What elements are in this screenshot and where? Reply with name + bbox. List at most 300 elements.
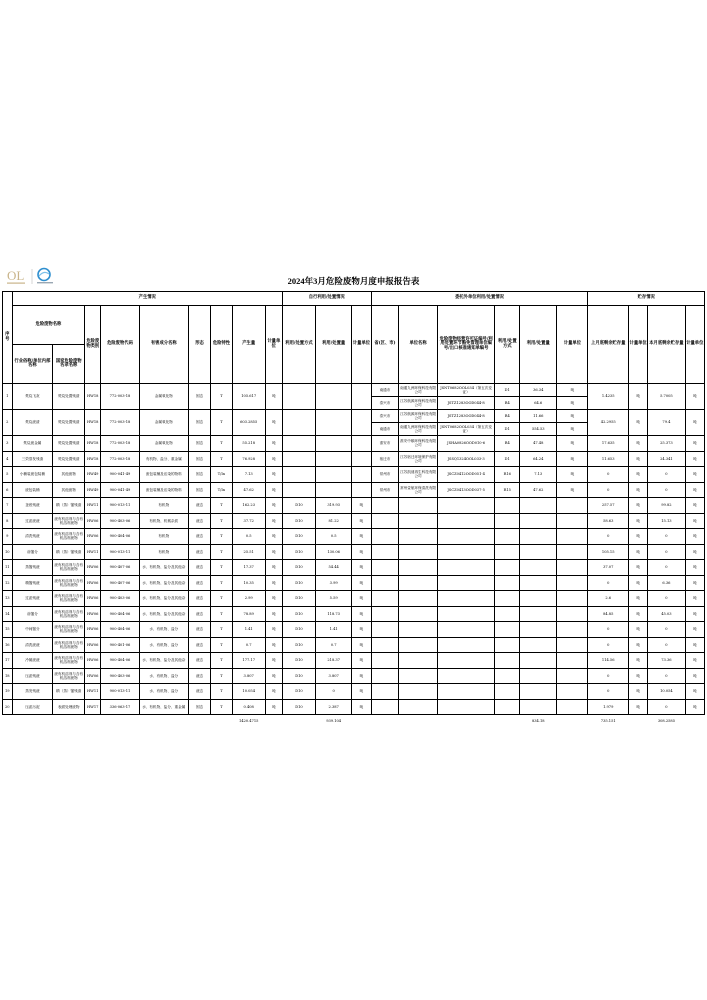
cell-entrust-empty: [399, 668, 437, 684]
cell-component: 有机物: [139, 498, 188, 514]
cell-unit: 吨: [265, 544, 282, 560]
total-empty-cell: [85, 715, 101, 728]
cell-self-method: [282, 384, 315, 410]
cell-region: 淮安市: [371, 436, 399, 452]
cell-industry-name: 清洗废液: [12, 637, 53, 653]
cell-last-unit: 吨: [629, 513, 648, 529]
cell-entrust-empty: [520, 622, 557, 638]
header-unit: 计量单位: [265, 306, 282, 384]
cell-self-amount: 0: [316, 684, 352, 700]
header-industry-name: 行业俗称/单位内部名称: [12, 345, 53, 384]
cell-self-unit: 吨: [352, 591, 371, 607]
cell-entrust-amount: 11.66: [520, 410, 557, 423]
header-self-method: 利用/处置方式: [282, 306, 315, 384]
cell-entrust-amount: 7.13: [520, 467, 557, 483]
cell-entrust-unit: 吨: [557, 467, 588, 483]
report-table: [2, 291, 705, 727]
table-row: [3, 467, 705, 483]
cell-entrust-empty: [557, 606, 588, 622]
cell-entrust-empty: [437, 699, 495, 715]
cell-amount: 177.17: [232, 653, 265, 669]
cell-entrust-empty: [437, 637, 495, 653]
cell-entrust-empty: [520, 653, 557, 669]
cell-entrust-empty: [399, 560, 437, 576]
cell-license: JSNT0682OOL034（第五次变证）: [437, 384, 495, 397]
cell-this-stock: 10.054: [648, 684, 685, 700]
header-self: 自行利用/处置情况: [282, 292, 371, 306]
cell-national-name: 废有机溶剂与含有机溶剂废物: [53, 591, 85, 607]
cell-entrust-empty: [437, 498, 495, 514]
cell-self-unit: [352, 482, 371, 498]
cell-entrust-empty: [495, 622, 520, 638]
cell-unit: 吨: [265, 467, 282, 483]
cell-entrust-empty: [520, 637, 557, 653]
cell-code: 900-404-06: [101, 529, 139, 545]
cell-industry-name: 蒸发残液: [12, 684, 53, 700]
cell-industry-name: 冷凝废液: [12, 653, 53, 669]
cell-entrust-unit: 吨: [557, 410, 588, 423]
cell-category: HW06: [85, 560, 101, 576]
cell-last-stock: 0: [588, 467, 629, 483]
header-national-name: 国家危险废物名录名称: [53, 345, 85, 384]
cell-entrust-method: D1: [495, 423, 520, 436]
cell-industry-name: 蒸馏残液: [12, 560, 53, 576]
cell-entrust-method: D1: [495, 451, 520, 467]
header-row-2: [3, 306, 705, 345]
cell-region: 常州市: [371, 467, 399, 483]
cell-national-name: 焚烧处置残渣: [53, 451, 85, 467]
cell-this-stock: 73.36: [648, 653, 685, 669]
cell-entrust-empty: [371, 622, 399, 638]
header-entrust: 委托外单位利用/处置情况: [371, 292, 588, 306]
table-row: [3, 410, 705, 423]
cell-entrust-empty: [495, 653, 520, 669]
cell-code: 900-403-06: [101, 668, 139, 684]
cell-entrust-empty: [371, 606, 399, 622]
cell-industry-name: 焚烧废金属: [12, 436, 53, 452]
cell-component: 水、有机物、盐分: [139, 668, 188, 684]
cell-unit: 吨: [265, 699, 282, 715]
cell-entrust-method: R16: [495, 467, 520, 483]
cell-property: T: [211, 384, 232, 410]
cell-this-unit: 吨: [685, 482, 704, 498]
cell-unit: 吨: [265, 482, 282, 498]
cell-property: T: [211, 513, 232, 529]
cell-entrust-empty: [520, 560, 557, 576]
cell-seq: 12: [3, 575, 13, 591]
table-row: [3, 684, 705, 700]
cell-self-amount: [316, 467, 352, 483]
cell-company: 江苏航源环保科技有限公司: [399, 397, 437, 410]
cell-national-name: 废有机溶剂与含有机溶剂废物: [53, 529, 85, 545]
total-empty-cell: [352, 715, 371, 728]
total-empty-cell: [437, 715, 495, 728]
cell-entrust-empty: [495, 498, 520, 514]
table-row: [3, 498, 705, 514]
table-row: [3, 606, 705, 622]
cell-entrust-unit: 吨: [557, 436, 588, 452]
cell-component: 水、有机物、盐分及其他杂: [139, 653, 188, 669]
cell-entrust-empty: [495, 575, 520, 591]
total-empty-cell: [3, 715, 13, 728]
cell-entrust-empty: [520, 529, 557, 545]
cell-unit: 吨: [265, 529, 282, 545]
cell-entrust-empty: [520, 591, 557, 607]
cell-self-method: [282, 467, 315, 483]
header-row-1: [3, 292, 705, 306]
cell-entrust-empty: [371, 513, 399, 529]
cell-entrust-empty: [399, 684, 437, 700]
cell-entrust-empty: [437, 575, 495, 591]
cell-this-unit: 吨: [685, 498, 704, 514]
cell-seq: 20: [3, 699, 13, 715]
cell-company: 江苏宿迁环境保护有限公司: [399, 451, 437, 467]
cell-entrust-empty: [557, 560, 588, 576]
cell-national-name: 废有机溶剂与含有机溶剂废物: [53, 606, 85, 622]
cell-self-unit: 吨: [352, 498, 371, 514]
cell-entrust-unit: 吨: [557, 451, 588, 467]
cell-category: HW18: [85, 410, 101, 436]
cell-self-unit: 吨: [352, 699, 371, 715]
cell-property: T: [211, 544, 232, 560]
cell-last-stock: 2.6: [588, 591, 629, 607]
cell-self-method: [282, 451, 315, 467]
cell-industry-name: 前馏分: [12, 544, 53, 560]
cell-seq: 6: [3, 482, 13, 498]
cell-form: 液态: [188, 637, 210, 653]
cell-license: JSHA0826OOD010-6: [437, 436, 495, 452]
cell-unit: 吨: [265, 668, 282, 684]
cell-entrust-empty: [371, 653, 399, 669]
total-entrust-amount: 834.18: [531, 718, 545, 723]
cell-self-unit: [352, 384, 371, 410]
header-produce: 产生情况: [12, 292, 282, 306]
cell-form: 固态: [188, 467, 210, 483]
cell-last-stock: 42.2955: [588, 410, 629, 436]
cell-entrust-empty: [437, 684, 495, 700]
cell-entrust-empty: [495, 560, 520, 576]
cell-entrust-empty: [557, 575, 588, 591]
cell-this-unit: 吨: [685, 606, 704, 622]
cell-license: JSTZ1283OOD044-8: [437, 410, 495, 423]
cell-self-method: D10: [282, 653, 315, 669]
cell-self-method: D10: [282, 591, 315, 607]
header-entrust-method: 利用/处置方式: [495, 306, 520, 384]
cell-entrust-empty: [437, 544, 495, 560]
cell-code: 772-003-18: [101, 436, 139, 452]
cell-self-amount: [316, 482, 352, 498]
cell-entrust-unit: 吨: [557, 423, 588, 436]
cell-unit: 吨: [265, 606, 282, 622]
total-empty-cell: [282, 715, 315, 728]
cell-category: HW11: [85, 684, 101, 700]
cell-category: HW17: [85, 699, 101, 715]
cell-national-name: 焚烧处置残渣: [53, 384, 85, 410]
cell-unit: 吨: [265, 384, 282, 410]
cell-self-amount: 54.44: [316, 560, 352, 576]
cell-category: HW06: [85, 513, 101, 529]
cell-entrust-empty: [495, 606, 520, 622]
cell-last-stock: 1.4235: [588, 384, 629, 410]
cell-seq: 14: [3, 606, 13, 622]
cell-entrust-method: D1: [495, 384, 520, 397]
cell-unit: 吨: [265, 591, 282, 607]
cell-self-unit: 吨: [352, 684, 371, 700]
total-empty-cell: [211, 715, 232, 728]
cell-this-unit: 吨: [685, 384, 704, 410]
cell-component: 废包装桶及沾染的物料: [139, 482, 188, 498]
cell-property: T: [211, 410, 232, 436]
cell-this-stock: 0: [648, 637, 685, 653]
cell-this-stock: 0: [648, 544, 685, 560]
cell-self-unit: 吨: [352, 668, 371, 684]
cell-last-stock: 0: [588, 622, 629, 638]
cell-code: 900-404-06: [101, 653, 139, 669]
total-empty-cell: [139, 715, 188, 728]
cell-company: 常州壹航环保清洗有限公司: [399, 482, 437, 498]
cell-amount: 105.617: [232, 384, 265, 410]
cell-last-unit: 吨: [629, 451, 648, 467]
cell-entrust-empty: [520, 684, 557, 700]
cell-self-amount: 0.7: [316, 637, 352, 653]
cell-entrust-empty: [371, 544, 399, 560]
cell-property: T/In: [211, 467, 232, 483]
cell-self-unit: 吨: [352, 529, 371, 545]
cell-category: HW11: [85, 498, 101, 514]
cell-code: 900-404-06: [101, 622, 139, 638]
cell-unit: 吨: [265, 560, 282, 576]
cell-this-stock: 0: [648, 622, 685, 638]
cell-seq: 19: [3, 684, 13, 700]
cell-entrust-amount: 64.24: [520, 451, 557, 467]
cell-seq: 1: [3, 384, 13, 410]
cell-category: HW06: [85, 591, 101, 607]
cell-company: 江苏凯迪再生科技有限公司: [399, 467, 437, 483]
cell-this-unit: 吨: [685, 637, 704, 653]
cell-national-name: 废有机溶剂与含有机溶剂废物: [53, 560, 85, 576]
cell-property: T/In: [211, 482, 232, 498]
cell-form: 液态: [188, 591, 210, 607]
cell-category: HW06: [85, 529, 101, 545]
cell-license: JSCZ0413OOD037-5: [437, 482, 495, 498]
cell-entrust-empty: [557, 684, 588, 700]
cell-this-unit: 吨: [685, 575, 704, 591]
cell-self-method: D10: [282, 622, 315, 638]
table-row: [3, 482, 705, 498]
cell-entrust-empty: [520, 498, 557, 514]
cell-entrust-amount: 36.34: [520, 384, 557, 397]
cell-property: T: [211, 529, 232, 545]
cell-this-unit: 吨: [685, 436, 704, 452]
cell-this-unit: 吨: [685, 529, 704, 545]
cell-last-unit: 吨: [629, 498, 648, 514]
cell-self-amount: 2.387: [316, 699, 352, 715]
cell-amount: 10.054: [232, 684, 265, 700]
total-empty-cell: [557, 715, 588, 728]
cell-entrust-empty: [399, 498, 437, 514]
table-row: [3, 384, 705, 397]
cell-form: 液态: [188, 684, 210, 700]
cell-this-unit: 吨: [685, 544, 704, 560]
cell-seq: 11: [3, 560, 13, 576]
cell-component: 有机物、机械杂质: [139, 513, 188, 529]
cell-last-stock: 105.15: [588, 544, 629, 560]
cell-entrust-empty: [399, 591, 437, 607]
cell-this-unit: 吨: [685, 560, 704, 576]
cell-code: 772-003-18: [101, 451, 139, 467]
cell-company: 南通九洲环保科技有限公司: [399, 423, 437, 436]
cell-component: 废包装桶及沾染的物料: [139, 467, 188, 483]
cell-last-stock: 0: [588, 529, 629, 545]
cell-code: 900-041-49: [101, 467, 139, 483]
cell-code: 772-003-18: [101, 384, 139, 410]
cell-property: T: [211, 560, 232, 576]
cell-this-unit: 吨: [685, 591, 704, 607]
cell-self-method: [282, 410, 315, 436]
cell-last-unit: 吨: [629, 622, 648, 638]
cell-entrust-method: R15: [495, 482, 520, 498]
table-row: [3, 513, 705, 529]
cell-amount: 55.218: [232, 436, 265, 452]
cell-form: 液态: [188, 653, 210, 669]
cell-this-stock: 45.03: [648, 606, 685, 622]
header-this-unit: 计量单位: [685, 306, 704, 384]
cell-national-name: 精（蒸）馏残渣: [53, 544, 85, 560]
cell-self-amount: 5.59: [316, 591, 352, 607]
cell-last-unit: 吨: [629, 637, 648, 653]
cell-entrust-method: R4: [495, 397, 520, 410]
cell-last-unit: 吨: [629, 544, 648, 560]
total-this-stock: 308.2585: [657, 718, 675, 723]
cell-amount: 162.23: [232, 498, 265, 514]
header-entrust-amount: 利用/处置量: [520, 306, 557, 384]
cell-property: T: [211, 591, 232, 607]
cell-this-unit: 吨: [685, 451, 704, 467]
cell-last-stock: 0: [588, 482, 629, 498]
cell-entrust-empty: [437, 560, 495, 576]
cell-component: 金属氧化物: [139, 436, 188, 452]
cell-last-unit: 吨: [629, 529, 648, 545]
total-empty-cell: [53, 715, 85, 728]
cell-unit: 吨: [265, 451, 282, 467]
header-region: 省(区、市): [371, 306, 399, 384]
cell-form: 固态: [188, 699, 210, 715]
cell-region: 泰兴市: [371, 397, 399, 410]
cell-property: T: [211, 653, 232, 669]
header-code: 危险废物代码: [101, 306, 139, 384]
cell-last-unit: 吨: [629, 575, 648, 591]
cell-entrust-unit: 吨: [557, 384, 588, 397]
cell-component: 有机物、盐分、重金属: [139, 451, 188, 467]
cell-category: HW06: [85, 606, 101, 622]
cell-entrust-empty: [399, 513, 437, 529]
cell-self-amount: 81.22: [316, 513, 352, 529]
cell-entrust-empty: [399, 544, 437, 560]
cell-national-name: 废有机溶剂与含有机溶剂废物: [53, 513, 85, 529]
cell-seq: 8: [3, 513, 13, 529]
total-empty-cell: [685, 715, 704, 728]
total-empty-cell: [371, 715, 399, 728]
table-row: [3, 575, 705, 591]
total-empty-cell: [399, 715, 437, 728]
cell-amount: 10.35: [232, 575, 265, 591]
cell-last-stock: 11.653: [588, 451, 629, 467]
cell-form: 液态: [188, 622, 210, 638]
header-this-stock: 本月底剩余贮存量: [648, 306, 685, 384]
cell-last-unit: 吨: [629, 560, 648, 576]
cell-last-unit: 吨: [629, 699, 648, 715]
cell-entrust-empty: [399, 637, 437, 653]
cell-industry-name: 中间馏分: [12, 622, 53, 638]
cell-entrust-empty: [557, 498, 588, 514]
cell-entrust-empty: [520, 699, 557, 715]
cell-property: T: [211, 575, 232, 591]
cell-code: 900-407-06: [101, 575, 139, 591]
cell-self-amount: 130.06: [316, 544, 352, 560]
table-row: [3, 436, 705, 452]
cell-category: HW11: [85, 544, 101, 560]
header-category: 危险废物类别: [85, 306, 101, 384]
cell-amount: 78.89: [232, 606, 265, 622]
cell-component: 水、有机物、盐分: [139, 622, 188, 638]
cell-entrust-empty: [437, 591, 495, 607]
cell-entrust-empty: [557, 513, 588, 529]
cell-industry-name: 清洗残液: [12, 529, 53, 545]
header-last-stock: 上月底剩余贮存量: [588, 306, 629, 384]
cell-last-unit: 吨: [629, 436, 648, 452]
cell-category: HW06: [85, 622, 101, 638]
cell-national-name: 废有机溶剂与含有机溶剂废物: [53, 637, 85, 653]
cell-self-amount: [316, 436, 352, 452]
cell-self-unit: [352, 436, 371, 452]
cell-entrust-empty: [557, 637, 588, 653]
cell-last-unit: 吨: [629, 591, 648, 607]
cell-company: 南通九洲环保科技有限公司: [399, 384, 437, 397]
cell-self-amount: 218.37: [316, 653, 352, 669]
cell-property: T: [211, 699, 232, 715]
cell-last-stock: 0: [588, 668, 629, 684]
cell-self-unit: [352, 451, 371, 467]
cell-unit: 吨: [265, 637, 282, 653]
cell-this-stock: 6.36: [648, 575, 685, 591]
cell-self-unit: 吨: [352, 653, 371, 669]
cell-unit: 吨: [265, 410, 282, 436]
cell-amount: 47.62: [232, 482, 265, 498]
cell-property: T: [211, 498, 232, 514]
cell-entrust-unit: 吨: [557, 397, 588, 410]
cell-national-name: 精（蒸）馏残渣: [53, 498, 85, 514]
cell-entrust-empty: [557, 699, 588, 715]
cell-category: HW18: [85, 384, 101, 410]
cell-national-name: 焚烧处置残渣: [53, 436, 85, 452]
cell-form: 固态: [188, 410, 210, 436]
header-property: 危险特性: [211, 306, 232, 384]
cell-national-name: 其他废物: [53, 467, 85, 483]
cell-last-stock: 114.56: [588, 653, 629, 669]
cell-national-name: 精（蒸）馏残渣: [53, 684, 85, 700]
cell-this-stock: 24.341: [648, 451, 685, 467]
cell-last-unit: 吨: [629, 467, 648, 483]
cell-self-method: D10: [282, 606, 315, 622]
cell-last-stock: 58.63: [588, 513, 629, 529]
cell-entrust-empty: [495, 699, 520, 715]
cell-self-amount: 3.807: [316, 668, 352, 684]
cell-entrust-empty: [495, 684, 520, 700]
cell-entrust-empty: [371, 684, 399, 700]
cell-entrust-method: R4: [495, 436, 520, 452]
cell-self-amount: [316, 410, 352, 436]
total-self-amount: 939.104: [326, 718, 342, 723]
